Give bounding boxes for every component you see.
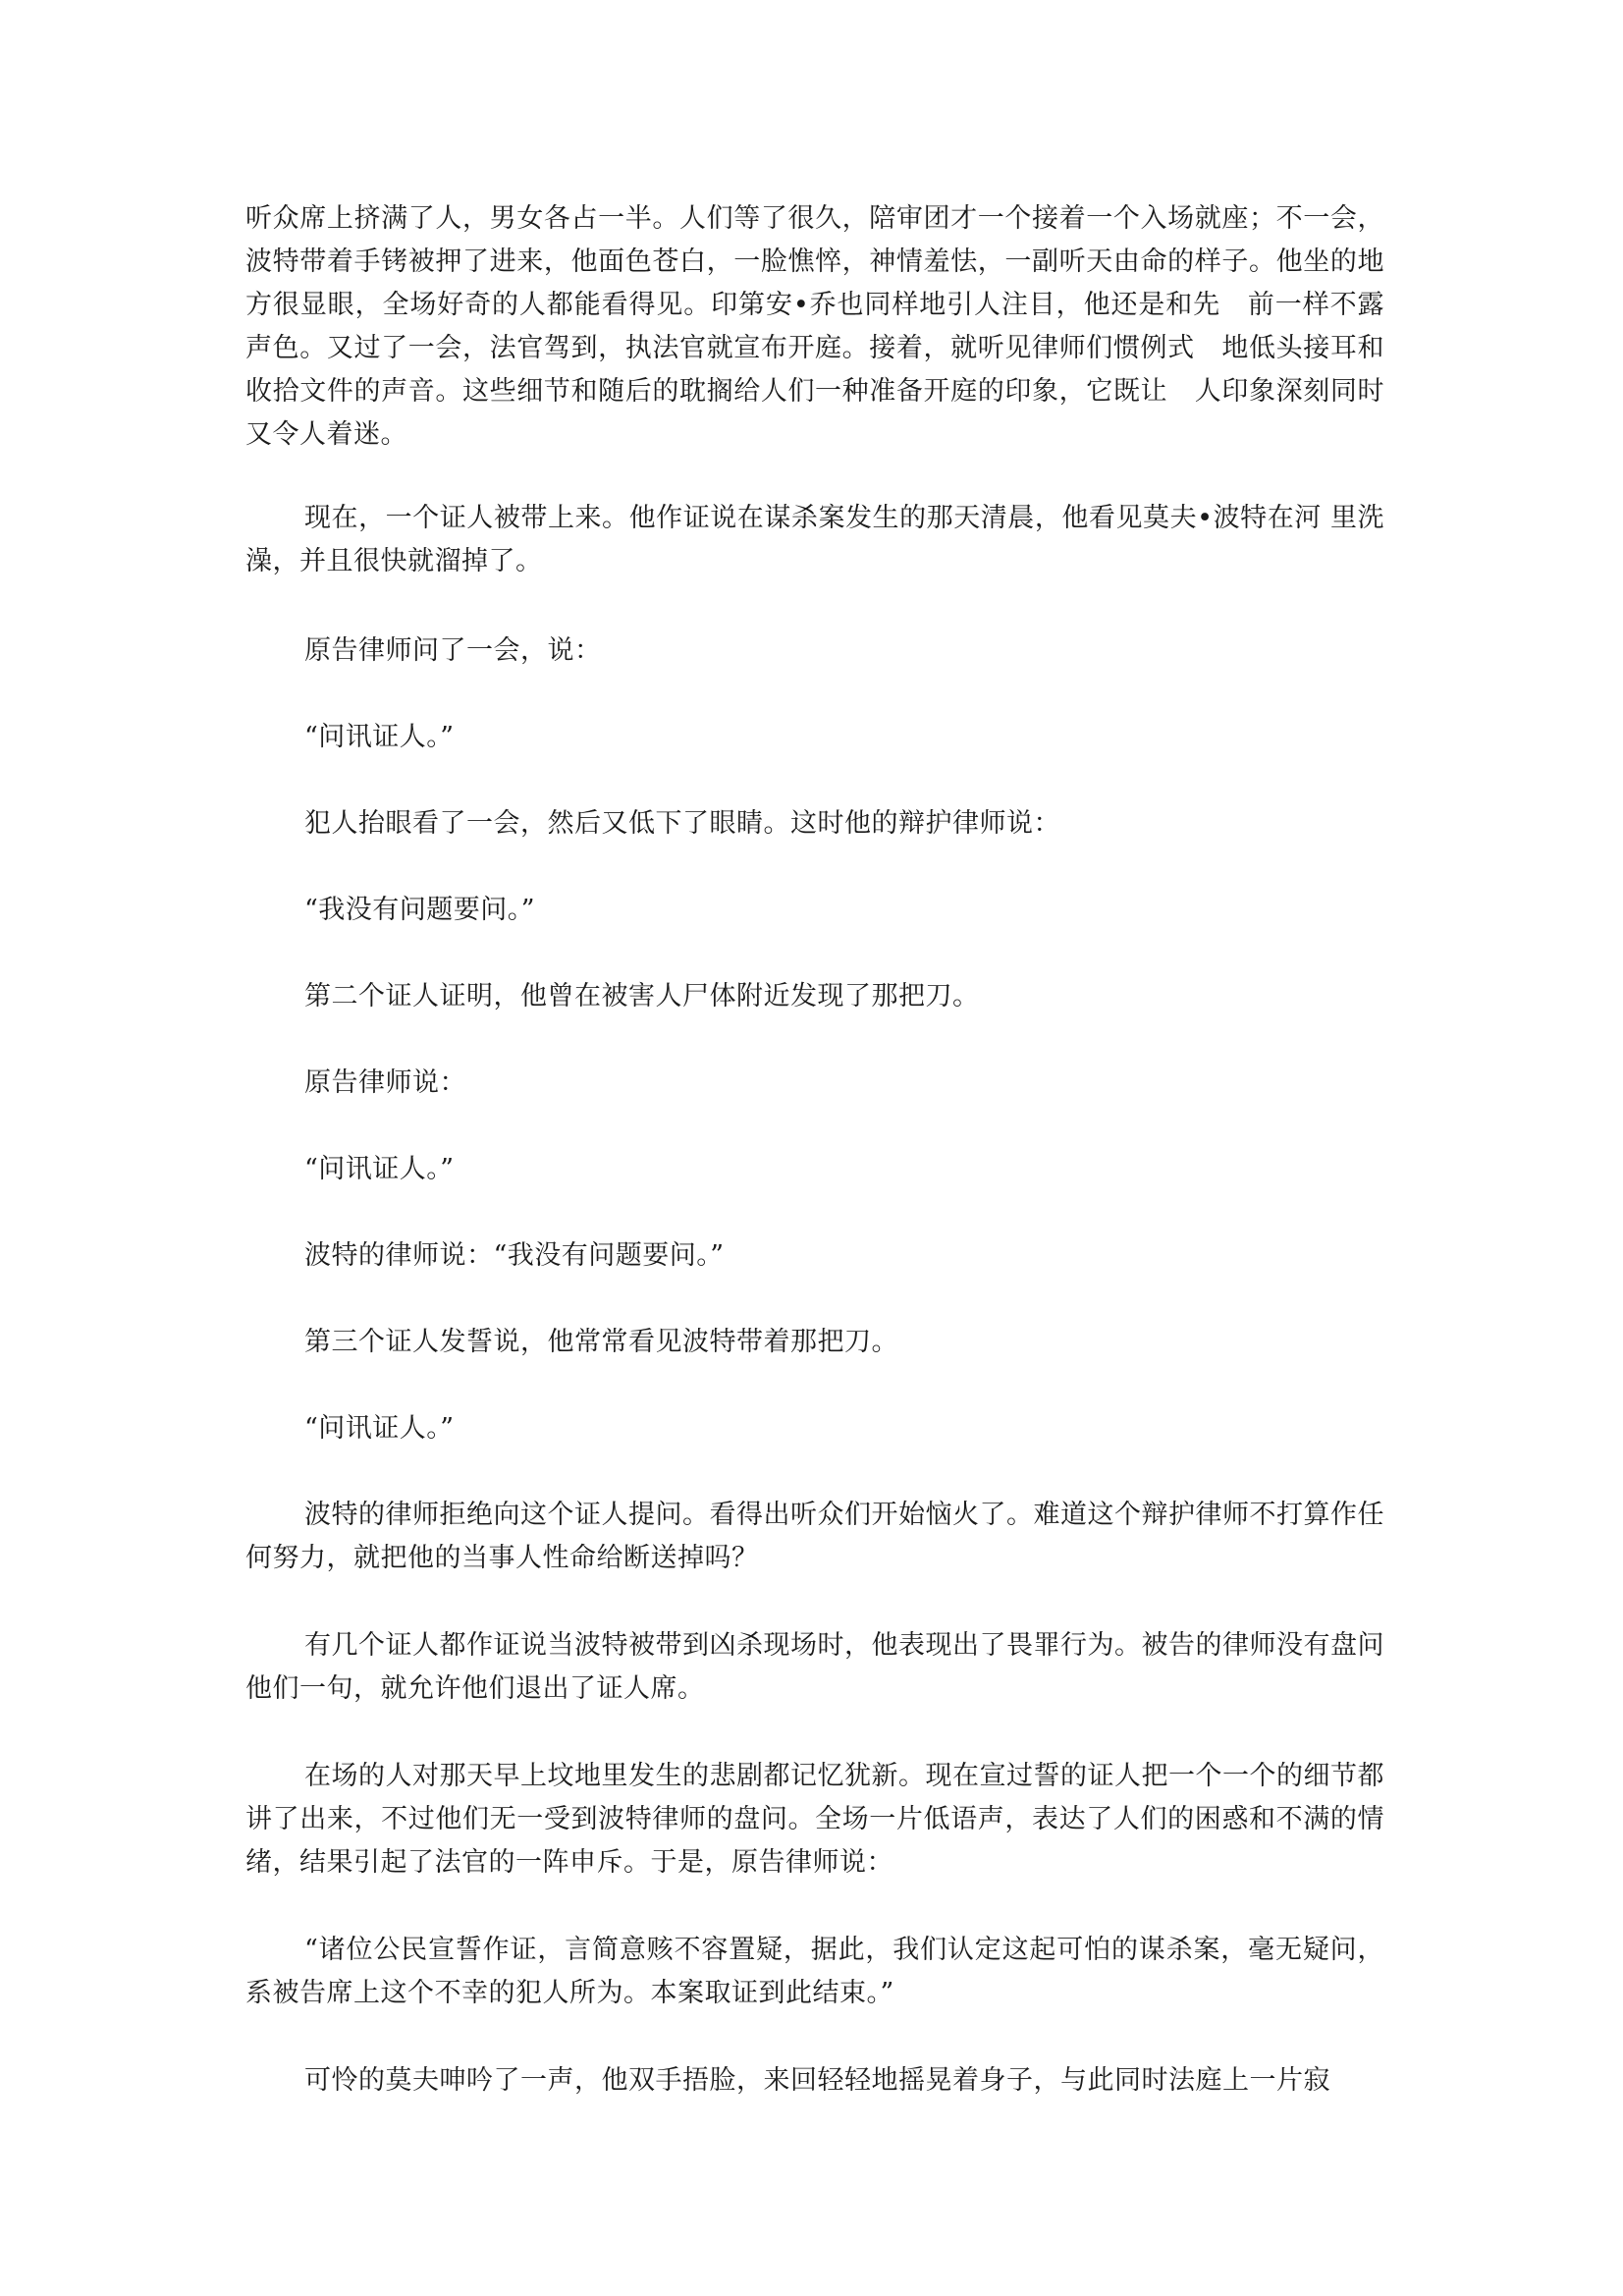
paragraph-prisoner-looks: 犯人抬眼看了一会，然后又低下了眼睛。这时他的辩护律师说：: [304, 808, 1060, 839]
paragraph-muff-groans: 可怜的莫夫呻吟了一声，他双手捂脸，来回轻轻地摇晃着身子，与此同时法庭上一片寂: [304, 2065, 1330, 2096]
paragraph-no-questions-1: “我没有问题要问。”: [304, 895, 536, 925]
paragraph-courtroom-opening: 听众席上挤满了人，男女各占一半。人们等了很久，陪审团才一个接着一个入场就座；不一会，波特带着手铐被押了进来，他面色苍白，一脸憔悴，神情羞怯，一副听天由命的样子。他坐的地方很显眼，全场好奇的人都能看得见。印第安•乔也同样地引人注目，他还是和先 前一样不露声色。又过了一会，法官驾到，执法官就宣布开庭。接着，就听见律师们惯例式 地低头接耳和收拾文件的声音。这些细节和随后的耽搁给人们一种准备开庭的印象，它既让 人印象深刻同时又令人着迷。: [245, 203, 1384, 450]
paragraph-third-witness: 第三个证人发誓说，他常常看见波特带着那把刀。: [304, 1327, 898, 1357]
paragraph-quote-question-3: “问讯证人。”: [304, 1413, 455, 1444]
paragraph-no-questions-2: 波特的律师说：“我没有问题要问。”: [304, 1240, 725, 1271]
paragraph-prosecutor-closing: “诸位公民宣誓作证，言简意赅不容置疑，据此，我们认定这起可怕的谋杀案，毫无疑问，系被告席上这个不幸的犯人所为。本案取证到此结束。”: [245, 1935, 1384, 2008]
paragraph-guilty-behavior: 有几个证人都作证说当波特被带到凶杀现场时，他表现出了畏罪行为。被告的律师没有盘问他们一句，就允许他们退出了证人席。: [245, 1630, 1384, 1704]
paragraph-prosecutor-asks: 原告律师问了一会，说：: [304, 635, 602, 666]
paragraph-first-witness: 现在，一个证人被带上来。他作证说在谋杀案发生的那天清晨，他看见莫夫•波特在河 里洗澡，并且很快就溜掉了。: [245, 503, 1384, 576]
paragraph-quote-question-2: “问讯证人。”: [304, 1154, 455, 1184]
paragraph-graveyard-tragedy: 在场的人对那天早上坟地里发生的悲剧都记忆犹新。现在宣过誓的证人把一个一个的细节都讲了出来，不过他们无一受到波特律师的盘问。全场一片低语声，表达了人们的困惑和不满的情绪，结果引起了法官的一阵申斥。于是，原告律师说：: [245, 1761, 1384, 1878]
paragraph-audience-annoyed: 波特的律师拒绝向这个证人提问。看得出听众们开始恼火了。难道这个辩护律师不打算作任何努力，就把他的当事人性命给断送掉吗？: [245, 1500, 1384, 1573]
paragraph-quote-question-1: “问讯证人。”: [304, 722, 455, 752]
paragraph-second-witness: 第二个证人证明，他曾在被害人尸体附近发现了那把刀。: [304, 981, 980, 1011]
paragraph-prosecutor-says: 原告律师说：: [304, 1067, 466, 1098]
